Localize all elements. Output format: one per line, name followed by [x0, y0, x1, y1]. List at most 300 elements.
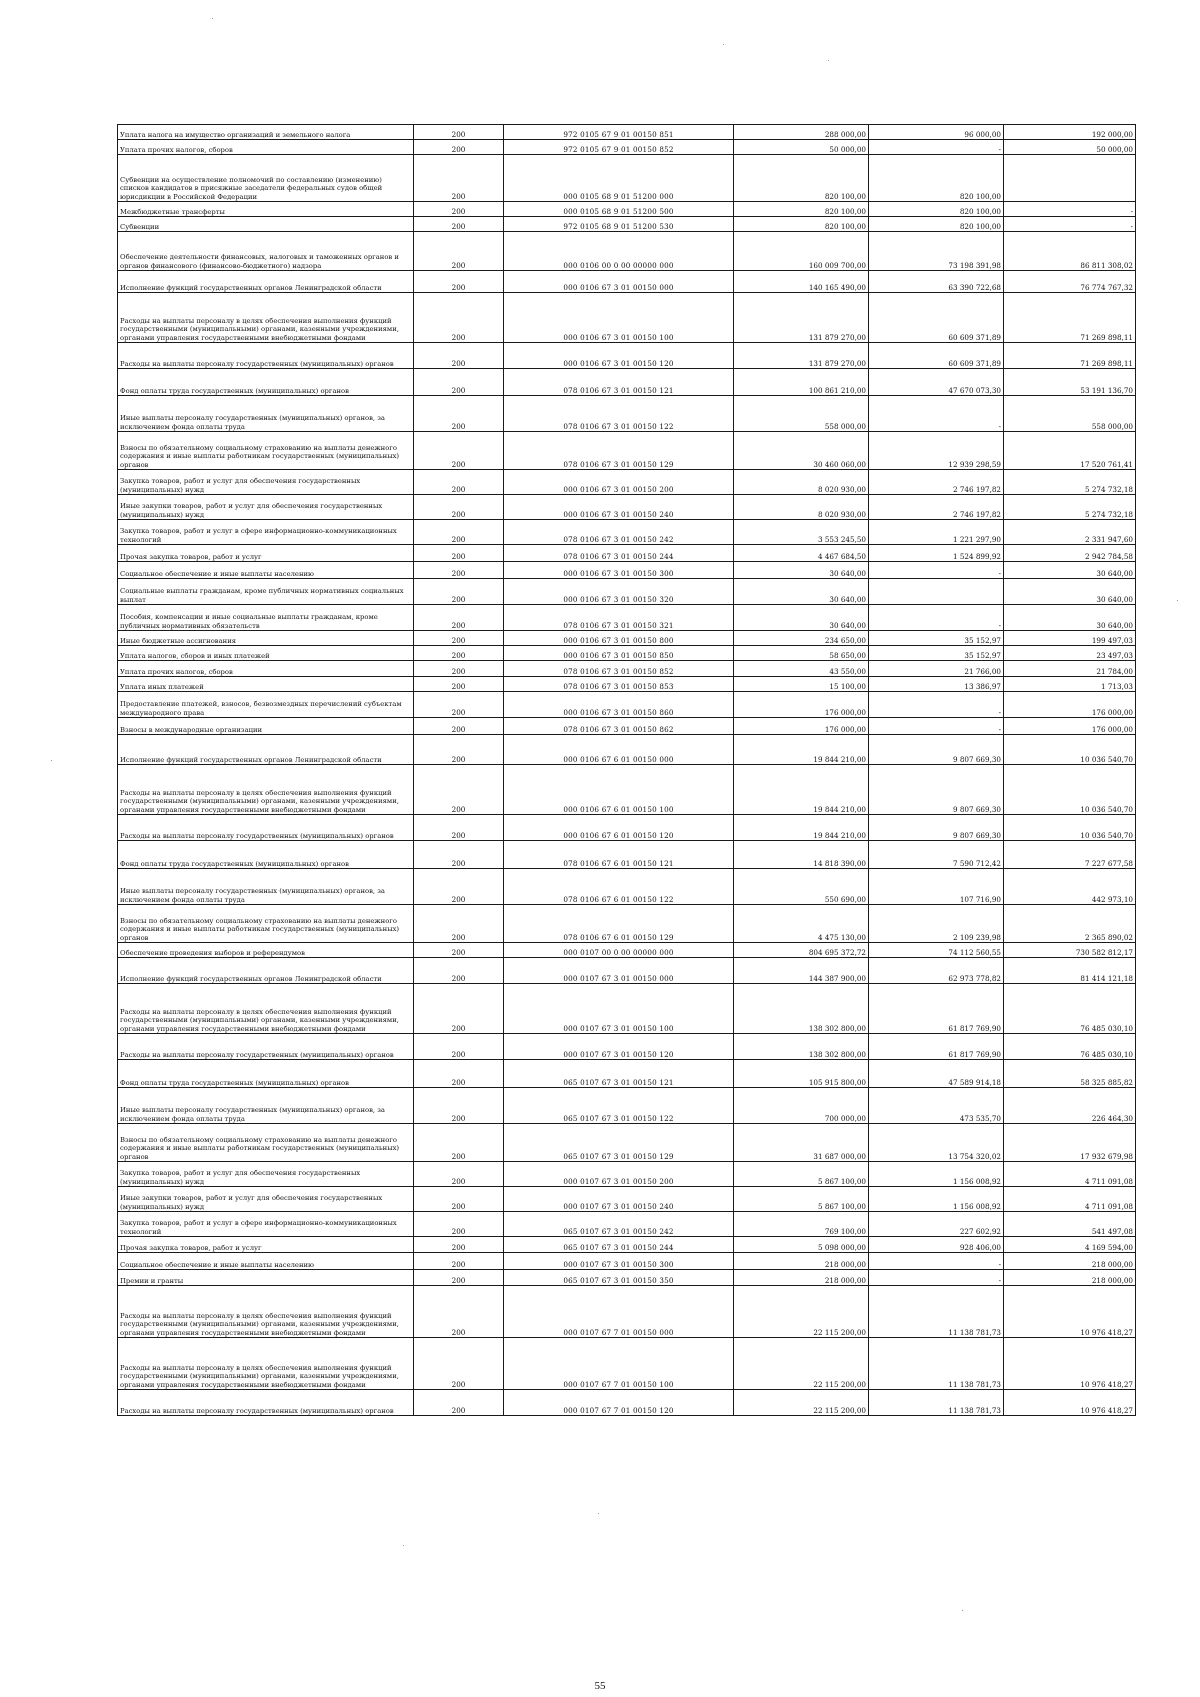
executed-amount-cell: 2 746 197,82 [869, 470, 1004, 495]
table-row [118, 495, 1136, 520]
unexecuted-amount-cell: 10 976 418,27 [1004, 1390, 1136, 1416]
page-number: 55 [594, 1680, 606, 1692]
executed-amount-cell: 11 138 781,73 [869, 1390, 1004, 1416]
executed-amount-cell: 1 524 899,92 [869, 545, 1004, 562]
table-body [118, 125, 1136, 1416]
approved-amount-cell: 131 879 270,00 [734, 293, 869, 343]
line-code-cell: 200 [414, 1060, 504, 1088]
budget-classification-code-cell: 078 0106 67 3 01 00150 853 [504, 677, 734, 692]
approved-amount-cell: 218 000,00 [734, 1270, 869, 1286]
budget-classification-code-cell: 000 0106 67 3 01 00150 320 [504, 579, 734, 605]
table-row [118, 1034, 1136, 1060]
table-row [118, 765, 1136, 815]
executed-amount-cell [869, 579, 1004, 605]
executed-amount-cell: 2 109 239,98 [869, 905, 1004, 943]
expense-name-cell: Расходы на выплаты персоналу в целях обеспечения выполнения функций государственными (муниципальными) органами, казенными учреждениями, органами управления государственными внебюджетными фондами [118, 765, 414, 815]
executed-amount-cell: 47 670 073,30 [869, 369, 1004, 396]
executed-amount-cell: 9 807 669,30 [869, 765, 1004, 815]
executed-amount-cell: 60 609 371,89 [869, 293, 1004, 343]
approved-amount-cell: 43 550,00 [734, 661, 869, 677]
expense-name-cell: Иные выплаты персоналу государственных (муниципальных) органов, за исключением фонда оплаты труда [118, 396, 414, 432]
line-code-cell: 200 [414, 202, 504, 217]
table-row [118, 646, 1136, 661]
budget-classification-code-cell: 972 0105 67 9 01 00150 851 [504, 125, 734, 140]
unexecuted-amount-cell: 5 274 732,18 [1004, 495, 1136, 520]
executed-amount-cell: 1 156 008,92 [869, 1187, 1004, 1212]
table-row [118, 735, 1136, 765]
line-code-cell: 200 [414, 545, 504, 562]
expense-name-cell: Иные выплаты персоналу государственных (муниципальных) органов, за исключением фонда оплаты труда [118, 869, 414, 905]
unexecuted-amount-cell: 30 640,00 [1004, 605, 1136, 631]
table-row [118, 369, 1136, 396]
table-row [118, 605, 1136, 631]
unexecuted-amount-cell: 53 191 136,70 [1004, 369, 1136, 396]
expense-name-cell: Расходы на выплаты персоналу в целях обеспечения выполнения функций государственными (муниципальными) органами, казенными учреждениями, органами управления государственными внебюджетными фондами [118, 1338, 414, 1390]
unexecuted-amount-cell: 5 274 732,18 [1004, 470, 1136, 495]
line-code-cell: 200 [414, 677, 504, 692]
executed-amount-cell: 820 100,00 [869, 217, 1004, 232]
budget-classification-code-cell: 000 0107 67 3 01 00150 300 [504, 1253, 734, 1270]
expense-name-cell: Исполнение функций государственных органов Ленинградской области [118, 271, 414, 293]
expense-name-cell: Социальное обеспечение и иные выплаты населению [118, 562, 414, 579]
budget-classification-code-cell: 972 0105 67 9 01 00150 852 [504, 140, 734, 155]
budget-classification-code-cell: 078 0106 67 3 01 00150 244 [504, 545, 734, 562]
line-code-cell: 200 [414, 1253, 504, 1270]
table-row [118, 155, 1136, 202]
table-row [118, 869, 1136, 905]
line-code-cell: 200 [414, 631, 504, 646]
table-row [118, 293, 1136, 343]
table-row [118, 545, 1136, 562]
unexecuted-amount-cell: 192 000,00 [1004, 125, 1136, 140]
expense-name-cell: Обеспечение проведения выборов и референдумов [118, 943, 414, 958]
expense-name-cell: Субвенции на осуществление полномочий по составлению (изменению) списков кандидатов в присяжные заседатели федеральных судов общей юрисдикции в Российской Федерации [118, 155, 414, 202]
expense-name-cell: Расходы на выплаты персоналу государственных (муниципальных) органов [118, 1390, 414, 1416]
expense-name-cell: Фонд оплаты труда государственных (муниципальных) органов [118, 841, 414, 869]
executed-amount-cell: 473 535,70 [869, 1088, 1004, 1124]
line-code-cell: 200 [414, 1212, 504, 1237]
approved-amount-cell: 160 009 700,00 [734, 232, 869, 271]
line-code-cell: 200 [414, 1286, 504, 1338]
executed-amount-cell: - [869, 605, 1004, 631]
executed-amount-cell: 73 198 391,98 [869, 232, 1004, 271]
budget-classification-code-cell: 065 0107 67 3 01 00150 350 [504, 1270, 734, 1286]
line-code-cell: 200 [414, 605, 504, 631]
expense-name-cell: Пособия, компенсации и иные социальные выплаты гражданам, кроме публичных нормативных обязательств [118, 605, 414, 631]
budget-classification-code-cell: 000 0106 67 3 01 00150 100 [504, 293, 734, 343]
executed-amount-cell: 63 390 722,68 [869, 271, 1004, 293]
line-code-cell: 200 [414, 155, 504, 202]
table-row [118, 125, 1136, 140]
budget-classification-code-cell: 000 0107 00 0 00 00000 000 [504, 943, 734, 958]
table-row [118, 232, 1136, 271]
line-code-cell: 200 [414, 343, 504, 369]
expense-name-cell: Фонд оплаты труда государственных (муниципальных) органов [118, 1060, 414, 1088]
expense-name-cell: Уплата прочих налогов, сборов [118, 140, 414, 155]
table-row [118, 562, 1136, 579]
line-code-cell: 200 [414, 661, 504, 677]
executed-amount-cell: - [869, 718, 1004, 735]
unexecuted-amount-cell: 17 520 761,41 [1004, 432, 1136, 470]
expense-name-cell: Предоставление платежей, взносов, безвозмездных перечислений субъектам международного права [118, 692, 414, 718]
table-row [118, 718, 1136, 735]
line-code-cell: 200 [414, 1088, 504, 1124]
scan-speck [1177, 600, 1178, 601]
line-code-cell: 200 [414, 735, 504, 765]
approved-amount-cell: 4 475 130,00 [734, 905, 869, 943]
unexecuted-amount-cell: 226 464,30 [1004, 1088, 1136, 1124]
table-row [118, 1212, 1136, 1237]
table-row [118, 271, 1136, 293]
approved-amount-cell: 4 467 684,50 [734, 545, 869, 562]
table-row [118, 1270, 1136, 1286]
table-row [118, 984, 1136, 1034]
expense-name-cell: Иные бюджетные ассигнования [118, 631, 414, 646]
executed-amount-cell: 7 590 712,42 [869, 841, 1004, 869]
unexecuted-amount-cell: 199 497,03 [1004, 631, 1136, 646]
expense-name-cell: Расходы на выплаты персоналу в целях обеспечения выполнения функций государственными (муниципальными) органами, казенными учреждениями, органами управления государственными внебюджетными фондами [118, 1286, 414, 1338]
executed-amount-cell: 96 000,00 [869, 125, 1004, 140]
line-code-cell: 200 [414, 579, 504, 605]
executed-amount-cell: 74 112 560,55 [869, 943, 1004, 958]
budget-classification-code-cell: 078 0106 67 6 01 00150 121 [504, 841, 734, 869]
table-row [118, 692, 1136, 718]
unexecuted-amount-cell: 4 711 091,08 [1004, 1162, 1136, 1187]
unexecuted-amount-cell: 10 976 418,27 [1004, 1338, 1136, 1390]
budget-classification-code-cell: 000 0107 67 3 01 00150 000 [504, 958, 734, 984]
budget-classification-code-cell: 000 0107 67 3 01 00150 200 [504, 1162, 734, 1187]
line-code-cell: 200 [414, 943, 504, 958]
executed-amount-cell: 227 602,92 [869, 1212, 1004, 1237]
expense-name-cell: Прочая закупка товаров, работ и услуг [118, 1237, 414, 1253]
approved-amount-cell: 234 650,00 [734, 631, 869, 646]
scan-speck [212, 18, 213, 19]
table-row [118, 661, 1136, 677]
budget-classification-code-cell: 078 0106 67 3 01 00150 242 [504, 520, 734, 545]
budget-classification-code-cell: 078 0106 67 3 01 00150 862 [504, 718, 734, 735]
executed-amount-cell: 13 386,97 [869, 677, 1004, 692]
approved-amount-cell: 288 000,00 [734, 125, 869, 140]
budget-classification-code-cell: 000 0106 67 3 01 00150 800 [504, 631, 734, 646]
line-code-cell: 200 [414, 1034, 504, 1060]
executed-amount-cell: 13 754 320,02 [869, 1124, 1004, 1162]
unexecuted-amount-cell: 58 325 885,82 [1004, 1060, 1136, 1088]
unexecuted-amount-cell: 218 000,00 [1004, 1253, 1136, 1270]
table-row [118, 958, 1136, 984]
table-row [118, 1253, 1136, 1270]
expense-name-cell: Социальные выплаты гражданам, кроме публичных нормативных социальных выплат [118, 579, 414, 605]
unexecuted-amount-cell: 4 711 091,08 [1004, 1187, 1136, 1212]
approved-amount-cell: 550 690,00 [734, 869, 869, 905]
table-row [118, 841, 1136, 869]
approved-amount-cell: 31 687 000,00 [734, 1124, 869, 1162]
table-row [118, 1338, 1136, 1390]
unexecuted-amount-cell: 81 414 121,18 [1004, 958, 1136, 984]
approved-amount-cell: 14 818 390,00 [734, 841, 869, 869]
line-code-cell: 200 [414, 1390, 504, 1416]
expense-name-cell: Закупка товаров, работ и услуг в сфере информационно-коммуникационных технологий [118, 1212, 414, 1237]
line-code-cell: 200 [414, 217, 504, 232]
executed-amount-cell: 35 152,97 [869, 631, 1004, 646]
line-code-cell: 200 [414, 396, 504, 432]
approved-amount-cell: 5 867 100,00 [734, 1162, 869, 1187]
table-row [118, 1286, 1136, 1338]
expense-name-cell: Взносы по обязательному социальному страхованию на выплаты денежного содержания и иные выплаты работникам государственных (муниципальных) органов [118, 432, 414, 470]
table-row [118, 905, 1136, 943]
line-code-cell: 200 [414, 765, 504, 815]
budget-classification-code-cell: 078 0106 67 6 01 00150 122 [504, 869, 734, 905]
budget-classification-code-cell: 000 0107 67 7 01 00150 120 [504, 1390, 734, 1416]
budget-classification-code-cell: 065 0107 67 3 01 00150 244 [504, 1237, 734, 1253]
approved-amount-cell: 820 100,00 [734, 155, 869, 202]
expense-name-cell: Уплата прочих налогов, сборов [118, 661, 414, 677]
unexecuted-amount-cell: 86 811 308,02 [1004, 232, 1136, 271]
budget-classification-code-cell: 078 0106 67 3 01 00150 321 [504, 605, 734, 631]
line-code-cell: 200 [414, 1162, 504, 1187]
approved-amount-cell: 5 867 100,00 [734, 1187, 869, 1212]
line-code-cell: 200 [414, 495, 504, 520]
line-code-cell: 200 [414, 815, 504, 841]
line-code-cell: 200 [414, 1124, 504, 1162]
executed-amount-cell: - [869, 140, 1004, 155]
budget-classification-code-cell: 065 0107 67 3 01 00150 121 [504, 1060, 734, 1088]
line-code-cell: 200 [414, 692, 504, 718]
expense-name-cell: Расходы на выплаты персоналу в целях обеспечения выполнения функций государственными (муниципальными) органами, казенными учреждениями, органами управления государственными внебюджетными фондами [118, 293, 414, 343]
executed-amount-cell: 107 716,90 [869, 869, 1004, 905]
approved-amount-cell: 804 695 372,72 [734, 943, 869, 958]
table-row [118, 1187, 1136, 1212]
unexecuted-amount-cell: 541 497,08 [1004, 1212, 1136, 1237]
expense-name-cell: Фонд оплаты труда государственных (муниципальных) органов [118, 369, 414, 396]
expense-name-cell: Расходы на выплаты персоналу государственных (муниципальных) органов [118, 1034, 414, 1060]
line-code-cell: 200 [414, 1187, 504, 1212]
approved-amount-cell: 820 100,00 [734, 202, 869, 217]
line-code-cell: 200 [414, 520, 504, 545]
budget-classification-code-cell: 078 0106 67 3 01 00150 852 [504, 661, 734, 677]
line-code-cell: 200 [414, 646, 504, 661]
approved-amount-cell: 105 915 800,00 [734, 1060, 869, 1088]
line-code-cell: 200 [414, 470, 504, 495]
table-row [118, 343, 1136, 369]
approved-amount-cell: 30 640,00 [734, 579, 869, 605]
executed-amount-cell: 61 817 769,90 [869, 984, 1004, 1034]
expense-name-cell: Уплата налогов, сборов и иных платежей [118, 646, 414, 661]
budget-classification-code-cell: 000 0106 00 0 00 00000 000 [504, 232, 734, 271]
unexecuted-amount-cell: 50 000,00 [1004, 140, 1136, 155]
approved-amount-cell: 15 100,00 [734, 677, 869, 692]
approved-amount-cell: 8 020 930,00 [734, 470, 869, 495]
unexecuted-amount-cell: 76 485 030,10 [1004, 984, 1136, 1034]
executed-amount-cell: 2 746 197,82 [869, 495, 1004, 520]
budget-classification-code-cell: 078 0106 67 3 01 00150 122 [504, 396, 734, 432]
approved-amount-cell: 769 100,00 [734, 1212, 869, 1237]
unexecuted-amount-cell: 176 000,00 [1004, 692, 1136, 718]
line-code-cell: 200 [414, 841, 504, 869]
budget-classification-code-cell: 078 0106 67 3 01 00150 121 [504, 369, 734, 396]
approved-amount-cell: 820 100,00 [734, 217, 869, 232]
executed-amount-cell: - [869, 692, 1004, 718]
scan-speck [598, 1513, 599, 1514]
unexecuted-amount-cell: 17 932 679,98 [1004, 1124, 1136, 1162]
executed-amount-cell: 11 138 781,73 [869, 1338, 1004, 1390]
table-row [118, 677, 1136, 692]
approved-amount-cell: 22 115 200,00 [734, 1390, 869, 1416]
expense-name-cell: Премии и гранты [118, 1270, 414, 1286]
unexecuted-amount-cell: 2 331 947,60 [1004, 520, 1136, 545]
unexecuted-amount-cell: 730 582 812,17 [1004, 943, 1136, 958]
executed-amount-cell: 35 152,97 [869, 646, 1004, 661]
budget-classification-code-cell: 000 0107 67 3 01 00150 240 [504, 1187, 734, 1212]
scan-speck [828, 60, 829, 61]
line-code-cell: 200 [414, 232, 504, 271]
expense-name-cell: Закупка товаров, работ и услуг в сфере информационно-коммуникационных технологий [118, 520, 414, 545]
expense-name-cell: Субвенции [118, 217, 414, 232]
budget-execution-table [117, 124, 1136, 1416]
table-row [118, 432, 1136, 470]
table-row [118, 217, 1136, 232]
approved-amount-cell: 3 553 245,50 [734, 520, 869, 545]
expense-name-cell: Иные закупки товаров, работ и услуг для обеспечения государственных (муниципальных) нужд [118, 1187, 414, 1212]
approved-amount-cell: 30 640,00 [734, 562, 869, 579]
unexecuted-amount-cell: 76 774 767,32 [1004, 271, 1136, 293]
line-code-cell: 200 [414, 1338, 504, 1390]
approved-amount-cell: 58 650,00 [734, 646, 869, 661]
executed-amount-cell: 21 766,00 [869, 661, 1004, 677]
approved-amount-cell: 50 000,00 [734, 140, 869, 155]
approved-amount-cell: 19 844 210,00 [734, 735, 869, 765]
expense-name-cell: Уплата иных платежей [118, 677, 414, 692]
executed-amount-cell: 1 221 297,90 [869, 520, 1004, 545]
table-row [118, 202, 1136, 217]
unexecuted-amount-cell: 2 942 784,58 [1004, 545, 1136, 562]
line-code-cell: 200 [414, 293, 504, 343]
executed-amount-cell: 820 100,00 [869, 155, 1004, 202]
line-code-cell: 200 [414, 369, 504, 396]
budget-classification-code-cell: 000 0106 67 3 01 00150 860 [504, 692, 734, 718]
table-row [118, 396, 1136, 432]
budget-classification-code-cell: 000 0107 67 7 01 00150 100 [504, 1338, 734, 1390]
line-code-cell: 200 [414, 869, 504, 905]
executed-amount-cell: 61 817 769,90 [869, 1034, 1004, 1060]
expense-name-cell: Обеспечение деятельности финансовых, налоговых и таможенных органов и органов финансового (финансово-бюджетного) надзора [118, 232, 414, 271]
executed-amount-cell: 9 807 669,30 [869, 815, 1004, 841]
line-code-cell: 200 [414, 562, 504, 579]
unexecuted-amount-cell: 442 973,10 [1004, 869, 1136, 905]
unexecuted-amount-cell [1004, 155, 1136, 202]
expense-name-cell: Уплата налога на имущество организаций и земельного налога [118, 125, 414, 140]
executed-amount-cell: - [869, 1270, 1004, 1286]
expense-name-cell: Расходы на выплаты персоналу государственных (муниципальных) органов [118, 815, 414, 841]
budget-classification-code-cell: 065 0107 67 3 01 00150 242 [504, 1212, 734, 1237]
approved-amount-cell: 22 115 200,00 [734, 1286, 869, 1338]
unexecuted-amount-cell: 7 227 677,58 [1004, 841, 1136, 869]
approved-amount-cell: 700 000,00 [734, 1088, 869, 1124]
line-code-cell: 200 [414, 718, 504, 735]
expense-name-cell: Исполнение функций государственных органов Ленинградской области [118, 735, 414, 765]
budget-classification-code-cell: 000 0106 67 6 01 00150 100 [504, 765, 734, 815]
budget-classification-code-cell: 000 0106 67 3 01 00150 850 [504, 646, 734, 661]
unexecuted-amount-cell: 218 000,00 [1004, 1270, 1136, 1286]
unexecuted-amount-cell: - [1004, 217, 1136, 232]
expense-name-cell: Расходы на выплаты персоналу государственных (муниципальных) органов [118, 343, 414, 369]
line-code-cell: 200 [414, 905, 504, 943]
table-row [118, 520, 1136, 545]
approved-amount-cell: 8 020 930,00 [734, 495, 869, 520]
unexecuted-amount-cell: 1 713,03 [1004, 677, 1136, 692]
unexecuted-amount-cell: 10 036 540,70 [1004, 765, 1136, 815]
budget-classification-code-cell: 078 0106 67 3 01 00150 129 [504, 432, 734, 470]
approved-amount-cell: 176 000,00 [734, 692, 869, 718]
budget-classification-code-cell: 000 0105 68 9 01 51200 000 [504, 155, 734, 202]
unexecuted-amount-cell: 76 485 030,10 [1004, 1034, 1136, 1060]
line-code-cell: 200 [414, 984, 504, 1034]
unexecuted-amount-cell: 10 036 540,70 [1004, 815, 1136, 841]
table-row [118, 1390, 1136, 1416]
unexecuted-amount-cell: 176 000,00 [1004, 718, 1136, 735]
budget-classification-code-cell: 000 0107 67 3 01 00150 100 [504, 984, 734, 1034]
unexecuted-amount-cell: 71 269 898,11 [1004, 343, 1136, 369]
scan-speck [403, 1545, 404, 1546]
approved-amount-cell: 218 000,00 [734, 1253, 869, 1270]
executed-amount-cell: 11 138 781,73 [869, 1286, 1004, 1338]
budget-classification-code-cell: 000 0106 67 3 01 00150 120 [504, 343, 734, 369]
approved-amount-cell: 19 844 210,00 [734, 765, 869, 815]
approved-amount-cell: 22 115 200,00 [734, 1338, 869, 1390]
approved-amount-cell: 140 165 490,00 [734, 271, 869, 293]
table-row [118, 815, 1136, 841]
executed-amount-cell: - [869, 1253, 1004, 1270]
unexecuted-amount-cell: 10 036 540,70 [1004, 735, 1136, 765]
executed-amount-cell: 1 156 008,92 [869, 1162, 1004, 1187]
expense-name-cell: Прочая закупка товаров, работ и услуг [118, 545, 414, 562]
line-code-cell: 200 [414, 958, 504, 984]
expense-name-cell: Взносы по обязательному социальному страхованию на выплаты денежного содержания и иные выплаты работникам государственных (муниципальных) органов [118, 1124, 414, 1162]
executed-amount-cell: 47 589 914,18 [869, 1060, 1004, 1088]
table-row [118, 579, 1136, 605]
unexecuted-amount-cell: 71 269 898,11 [1004, 293, 1136, 343]
budget-classification-code-cell: 000 0106 67 3 01 00150 300 [504, 562, 734, 579]
line-code-cell: 200 [414, 1270, 504, 1286]
budget-classification-code-cell: 000 0106 67 3 01 00150 240 [504, 495, 734, 520]
unexecuted-amount-cell: 2 365 890,02 [1004, 905, 1136, 943]
executed-amount-cell: - [869, 562, 1004, 579]
expense-name-cell: Расходы на выплаты персоналу в целях обеспечения выполнения функций государственными (муниципальными) органами, казенными учреждениями, органами управления государственными внебюджетными фондами [118, 984, 414, 1034]
approved-amount-cell: 5 098 000,00 [734, 1237, 869, 1253]
expense-name-cell: Взносы по обязательному социальному страхованию на выплаты денежного содержания и иные выплаты работникам государственных (муниципальных) органов [118, 905, 414, 943]
scan-speck [51, 760, 52, 761]
table-row [118, 1060, 1136, 1088]
line-code-cell: 200 [414, 432, 504, 470]
budget-classification-code-cell: 972 0105 68 9 01 51200 530 [504, 217, 734, 232]
budget-classification-code-cell: 000 0106 67 3 01 00150 200 [504, 470, 734, 495]
unexecuted-amount-cell: - [1004, 202, 1136, 217]
expense-name-cell: Иные выплаты персоналу государственных (муниципальных) органов, за исключением фонда оплаты труда [118, 1088, 414, 1124]
budget-classification-code-cell: 000 0107 67 7 01 00150 000 [504, 1286, 734, 1338]
approved-amount-cell: 30 460 060,00 [734, 432, 869, 470]
approved-amount-cell: 30 640,00 [734, 605, 869, 631]
line-code-cell: 200 [414, 271, 504, 293]
budget-classification-code-cell: 000 0106 67 6 01 00150 120 [504, 815, 734, 841]
table-row [118, 140, 1136, 155]
executed-amount-cell: 928 406,00 [869, 1237, 1004, 1253]
executed-amount-cell: 62 973 778,82 [869, 958, 1004, 984]
expense-name-cell: Межбюджетные трансферты [118, 202, 414, 217]
budget-classification-code-cell: 000 0106 67 3 01 00150 000 [504, 271, 734, 293]
scan-speck [962, 1610, 963, 1611]
table-row [118, 1124, 1136, 1162]
unexecuted-amount-cell: 30 640,00 [1004, 562, 1136, 579]
unexecuted-amount-cell: 21 784,00 [1004, 661, 1136, 677]
